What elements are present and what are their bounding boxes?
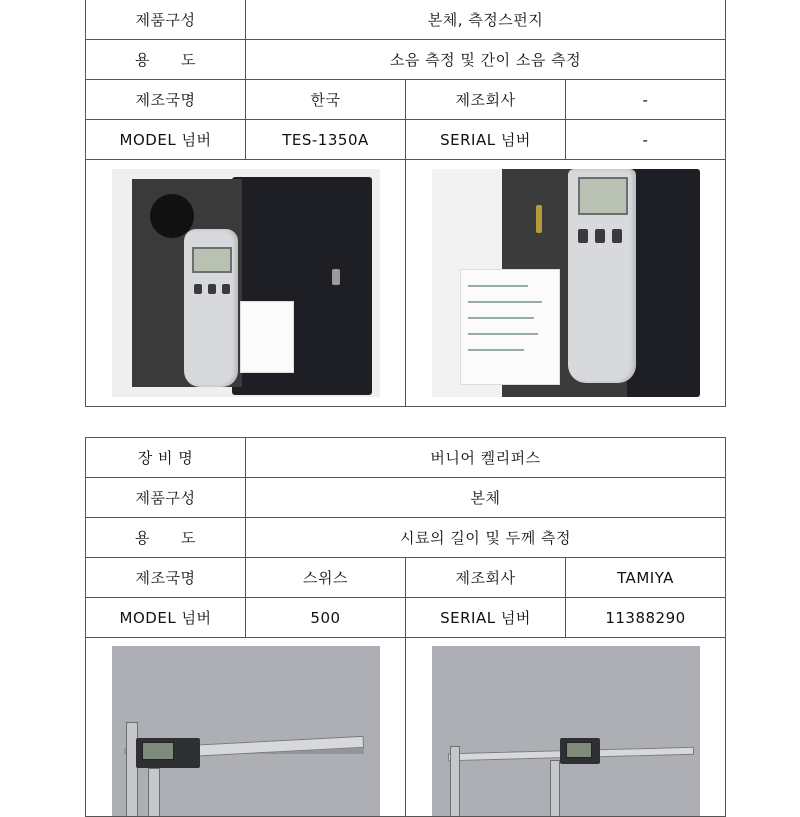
meter-switch-icon	[578, 229, 588, 243]
label-serial: SERIAL 넘버	[406, 598, 566, 638]
caliper-photo-wide	[112, 646, 380, 816]
caliper-moving-jaw	[550, 760, 560, 816]
value-equipment: 버니어 켈리퍼스	[246, 438, 726, 478]
text-line	[468, 349, 524, 351]
value-purpose: 시료의 길이 및 두께 측정	[246, 518, 726, 558]
value-composition: 본체	[246, 478, 726, 518]
row-photos	[86, 638, 726, 817]
label-equipment: 장 비 명	[86, 438, 246, 478]
text-line	[468, 301, 542, 303]
meter-display	[578, 177, 628, 215]
equipment-table-sound-meter	[85, 0, 726, 407]
photo-cell-right	[406, 638, 726, 817]
sound-meter-photo-closeup	[432, 169, 700, 397]
label-country: 제조국명	[86, 80, 246, 120]
probe-icon	[536, 205, 542, 233]
caliper-fixed-jaw	[450, 746, 460, 816]
label-maker: 제조회사	[406, 80, 566, 120]
text-line	[468, 333, 538, 335]
label-purpose: 용 도	[86, 40, 246, 80]
value-model: TES-1350A	[246, 120, 406, 160]
value-country: 스위스	[246, 558, 406, 598]
manual-sheet	[240, 301, 294, 373]
value-country: 한국	[246, 80, 406, 120]
value-serial: -	[566, 120, 726, 160]
row-equipment-name	[86, 438, 726, 478]
meter-switch-icon	[222, 284, 230, 294]
row-country-maker	[86, 558, 726, 598]
row-composition	[86, 0, 726, 40]
row-purpose	[86, 40, 726, 80]
label-country: 제조국명	[86, 558, 246, 598]
latch-icon	[332, 269, 340, 285]
photo-cell-right	[406, 160, 726, 407]
meter-switch-icon	[595, 229, 605, 243]
sound-meter-photo-case	[112, 169, 380, 397]
label-model: MODEL 넘버	[86, 598, 246, 638]
text-line	[468, 317, 534, 319]
row-composition	[86, 478, 726, 518]
row-model-serial	[86, 598, 726, 638]
label-maker: 제조회사	[406, 558, 566, 598]
value-model: 500	[246, 598, 406, 638]
photo-cell-left	[86, 160, 406, 407]
label-purpose: 용 도	[86, 518, 246, 558]
caliper-photo-open	[432, 646, 700, 816]
meter-switch-icon	[194, 284, 202, 294]
value-maker: -	[566, 80, 726, 120]
caliper-fixed-jaw	[126, 722, 138, 816]
meter-switch-icon	[612, 229, 622, 243]
photo-cell-left	[86, 638, 406, 817]
text-line	[468, 285, 528, 287]
caliper-moving-jaw	[148, 768, 160, 816]
value-serial: 11388290	[566, 598, 726, 638]
equipment-table-caliper	[85, 437, 726, 817]
caliper-display	[142, 742, 174, 760]
label-composition: 제품구성	[86, 0, 246, 40]
meter-display	[192, 247, 232, 273]
label-composition: 제품구성	[86, 478, 246, 518]
meter-switch-icon	[208, 284, 216, 294]
value-composition: 본체, 측정스펀지	[246, 0, 726, 40]
label-model: MODEL 넘버	[86, 120, 246, 160]
caliper-display	[566, 742, 592, 758]
value-purpose: 소음 측정 및 간이 소음 측정	[246, 40, 726, 80]
label-serial: SERIAL 넘버	[406, 120, 566, 160]
row-purpose	[86, 518, 726, 558]
row-model-serial	[86, 120, 726, 160]
value-maker: TAMIYA	[566, 558, 726, 598]
row-photos	[86, 160, 726, 407]
row-country-maker	[86, 80, 726, 120]
